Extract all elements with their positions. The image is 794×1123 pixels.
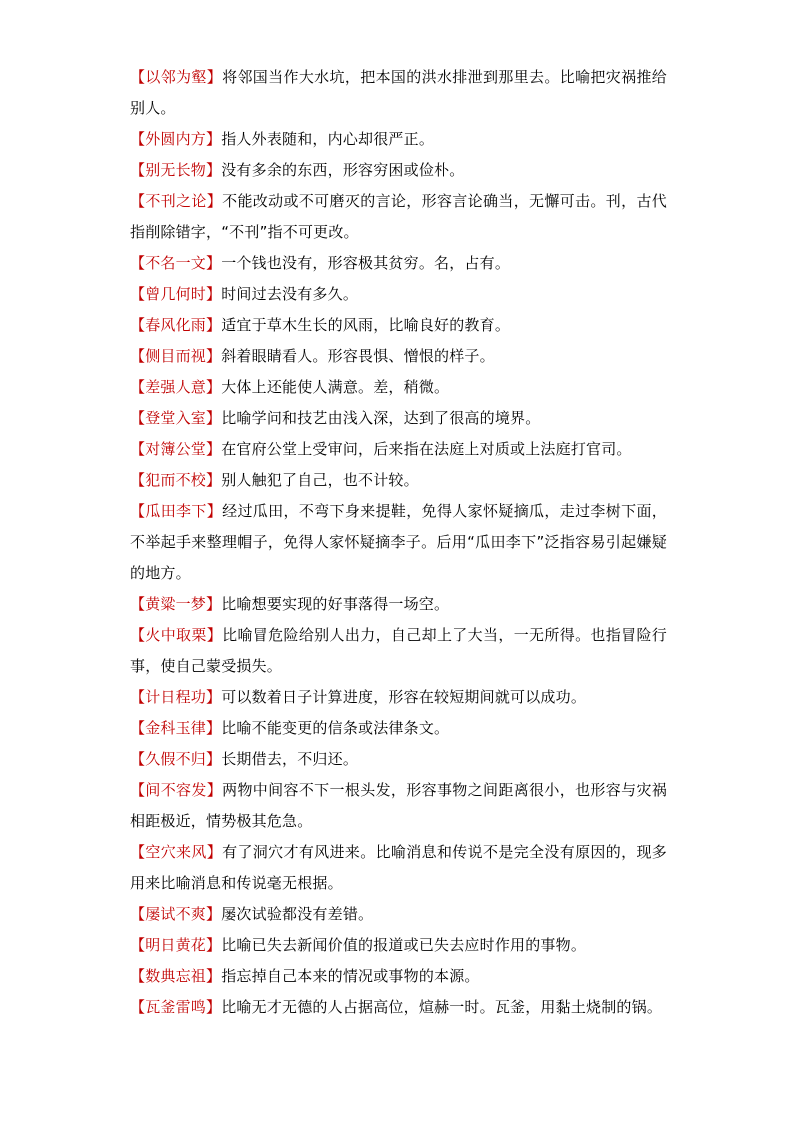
idiom-entry	[130, 434, 667, 465]
bracket-close: 】	[206, 843, 223, 861]
bracket-open: 【	[130, 347, 146, 365]
idiom-definition: 不能改动或不可磨灭的言论，形容言论确当，无懈可击。刊，古代指削除错字，“不刊”指不可更改。	[130, 192, 668, 241]
idiom-definition: 比喻不能变更的信条或法律条文。	[221, 719, 450, 737]
bracket-open: 【	[130, 905, 146, 923]
bracket-close: 】	[206, 316, 222, 334]
idiom-term: 春风化雨	[145, 316, 207, 334]
idiom-term: 火中取栗	[145, 626, 207, 644]
idiom-definition: 比喻无才无德的人占据高位，煊赫一时。瓦釜，用黏土烧制的锅。	[221, 998, 663, 1016]
idiom-term: 侧目而视	[145, 347, 207, 365]
idiom-term: 黄粱一梦	[145, 595, 207, 613]
idiom-term: 以邻为壑	[145, 68, 207, 86]
idiom-term: 金科玉律	[145, 719, 207, 737]
bracket-close: 】	[206, 440, 222, 458]
idiom-term: 登堂入室	[145, 409, 207, 427]
idiom-definition: 有了洞穴才有风进来。比喻消息和传说不是完全没有原因的，现多用来比喻消息和传说毫无根据。	[130, 843, 668, 892]
idiom-entry	[130, 279, 667, 310]
bracket-open: 【	[130, 471, 146, 489]
idiom-list	[130, 62, 667, 1023]
idiom-term: 不名一文	[145, 254, 207, 272]
idiom-term: 犯而不校	[145, 471, 207, 489]
bracket-close: 】	[206, 905, 222, 923]
bracket-close: 】	[206, 378, 222, 396]
idiom-term: 外圆内方	[145, 130, 207, 148]
bracket-close: 】	[206, 719, 222, 737]
idiom-definition: 比喻想要实现的好事落得一场空。	[221, 595, 450, 613]
bracket-open: 【	[130, 781, 146, 799]
idiom-definition: 时间过去没有多久。	[221, 285, 359, 303]
bracket-close: 】	[206, 285, 222, 303]
idiom-term: 不刊之论	[145, 192, 207, 210]
idiom-entry	[130, 341, 667, 372]
idiom-definition: 一个钱也没有，形容极其贫穷。名，占有。	[221, 254, 511, 272]
bracket-open: 【	[130, 440, 146, 458]
idiom-entry	[130, 62, 667, 124]
idiom-term: 明日黄花	[145, 936, 207, 954]
idiom-entry	[130, 899, 667, 930]
idiom-term: 数典忘祖	[145, 967, 207, 985]
bracket-close: 】	[206, 750, 222, 768]
bracket-close: 】	[206, 409, 222, 427]
idiom-entry	[130, 248, 667, 279]
bracket-close: 】	[206, 254, 222, 272]
bracket-open: 【	[130, 254, 146, 272]
idiom-definition: 别人触犯了自己，也不计较。	[221, 471, 419, 489]
bracket-close: 】	[206, 967, 222, 985]
idiom-entry	[130, 775, 667, 837]
bracket-open: 【	[130, 285, 146, 303]
bracket-open: 【	[130, 688, 146, 706]
bracket-close: 】	[206, 68, 223, 86]
idiom-entry	[130, 992, 667, 1023]
idiom-entry	[130, 961, 667, 992]
bracket-open: 【	[130, 409, 146, 427]
bracket-open: 【	[130, 502, 146, 520]
bracket-open: 【	[130, 936, 146, 954]
bracket-open: 【	[130, 998, 146, 1016]
idiom-term: 对簿公堂	[145, 440, 207, 458]
idiom-entry	[130, 124, 667, 155]
idiom-entry	[130, 465, 667, 496]
idiom-definition: 比喻学问和技艺由浅入深，达到了很高的境界。	[221, 409, 541, 427]
idiom-entry	[130, 930, 667, 961]
bracket-open: 【	[130, 626, 146, 644]
idiom-definition: 指忘掉自己本来的情况或事物的本源。	[221, 967, 480, 985]
bracket-close: 】	[206, 595, 222, 613]
idiom-term: 瓦釜雷鸣	[145, 998, 207, 1016]
bracket-open: 【	[130, 316, 146, 334]
idiom-definition: 指人外表随和，内心却很严正。	[221, 130, 435, 148]
idiom-definition: 屡次试验都没有差错。	[221, 905, 374, 923]
idiom-definition: 斜着眼睛看人。形容畏惧、憎恨的样子。	[221, 347, 495, 365]
idiom-definition: 两物中间容不下一根头发，形容事物之间距离很小，也形容与灾祸相距极近，情势极其危急。	[130, 781, 668, 830]
bracket-open: 【	[130, 192, 146, 210]
idiom-entry	[130, 186, 667, 248]
bracket-close: 】	[206, 936, 222, 954]
idiom-definition: 长期借去，不归还。	[221, 750, 359, 768]
bracket-open: 【	[130, 595, 146, 613]
idiom-definition: 在官府公堂上受审问，后来指在法庭上对质或上法庭打官司。	[221, 440, 632, 458]
bracket-open: 【	[130, 967, 146, 985]
idiom-term: 计日程功	[145, 688, 207, 706]
idiom-term: 差强人意	[145, 378, 207, 396]
idiom-entry	[130, 837, 667, 899]
idiom-definition: 将邻国当作大水坑，把本国的洪水排泄到那里去。比喻把灾祸推给别人。	[130, 68, 668, 117]
idiom-entry	[130, 713, 667, 744]
idiom-term: 屡试不爽	[145, 905, 207, 923]
idiom-term: 别无长物	[145, 161, 207, 179]
idiom-definition: 比喻冒危险给别人出力，自己却上了大当，一无所得。也指冒险行事，使自己蒙受损失。	[130, 626, 668, 675]
idiom-term: 曾几何时	[145, 285, 207, 303]
bracket-open: 【	[130, 750, 146, 768]
bracket-open: 【	[130, 130, 146, 148]
idiom-definition: 可以数着日子计算进度，形容在较短期间就可以成功。	[221, 688, 587, 706]
idiom-definition: 经过瓜田，不弯下身来提鞋，免得人家怀疑摘瓜，走过李树下面，不举起手来整理帽子，免得人家怀疑摘李子。后用“瓜田李下”泛指容易引起嫌疑的地方。	[130, 502, 668, 582]
bracket-close: 】	[206, 130, 222, 148]
idiom-entry	[130, 744, 667, 775]
bracket-close: 】	[206, 192, 223, 210]
bracket-close: 】	[206, 471, 222, 489]
bracket-close: 】	[206, 781, 223, 799]
bracket-open: 【	[130, 161, 146, 179]
bracket-close: 】	[206, 688, 222, 706]
idiom-entry	[130, 682, 667, 713]
bracket-close: 】	[206, 347, 222, 365]
idiom-entry	[130, 496, 667, 589]
bracket-close: 】	[206, 998, 222, 1016]
idiom-term: 空穴来风	[145, 843, 207, 861]
idiom-entry	[130, 589, 667, 620]
bracket-open: 【	[130, 719, 146, 737]
bracket-open: 【	[130, 378, 146, 396]
idiom-term: 瓜田李下	[145, 502, 207, 520]
idiom-entry	[130, 155, 667, 186]
idiom-definition: 大体上还能使人满意。差，稍微。	[221, 378, 450, 396]
bracket-open: 【	[130, 68, 146, 86]
idiom-definition: 没有多余的东西，形容穷困或俭朴。	[221, 161, 465, 179]
bracket-close: 】	[206, 161, 222, 179]
bracket-open: 【	[130, 843, 146, 861]
idiom-definition: 适宜于草木生长的风雨，比喻良好的教育。	[221, 316, 511, 334]
idiom-definition: 比喻已失去新闻价值的报道或已失去应时作用的事物。	[221, 936, 587, 954]
idiom-entry	[130, 620, 667, 682]
idiom-entry	[130, 403, 667, 434]
idiom-term: 间不容发	[145, 781, 207, 799]
idiom-entry	[130, 310, 667, 341]
bracket-close: 】	[206, 502, 223, 520]
idiom-term: 久假不归	[145, 750, 207, 768]
idiom-entry	[130, 372, 667, 403]
bracket-close: 】	[206, 626, 223, 644]
